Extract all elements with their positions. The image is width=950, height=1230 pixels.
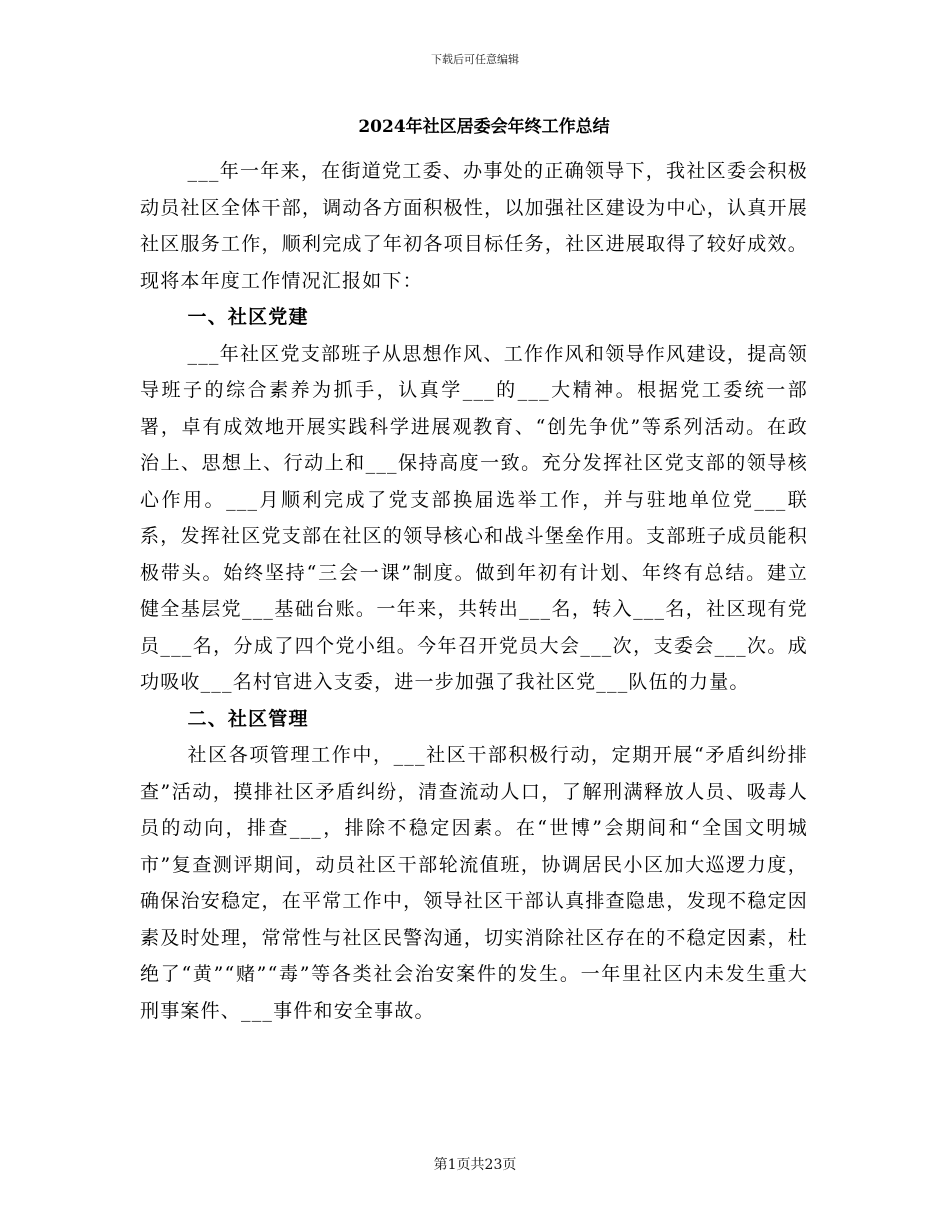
page-number: 第1页共23页: [433, 1157, 517, 1173]
document-title: 2024年社区居委会年终工作总结: [358, 117, 610, 137]
section-heading-party-building: 一、社区党建: [187, 306, 309, 328]
party-building-paragraph: ___年社区党支部班子从思想作风、工作作风和领导作风建设，提高领导班子的综合素养为抓手，认真学___的___大精神。根据党工委统一部署，卓有成效地开展实践科学进展观教育、“创先争优”等系列活动。在政治上、思想上、行动上和___保持高度一致。充分发挥社区党支部的领导核心作用。___月顺利完成了党支部换届选举工作，并与驻地单位党___联系，发挥社区党支部在社区的领导核心和战斗堡垒作用。支部班子成员能积极带头。始终坚持“三会一课”制度。做到年初有计划、年终有总结。建立健全基层党___基础台账。一年来，共转出___名，转入___名，社区现有党员___名，分成了四个党小组。今年召开党员大会___次，支委会___次。成功吸收___名村官进入支委，进一步加强了我社区党___队伍的力量。: [140, 342, 808, 693]
intro-paragraph: ___年一年来，在街道党工委、办事处的正确领导下，我社区委会积极动员社区全体干部，调动各方面积极性，以加强社区建设为中心，认真开展社区服务工作，顺利完成了年初各项目标任务，社区进展取得了较好成效。现将本年度工作情况汇报如下：: [140, 160, 808, 292]
section-heading-community-management: 二、社区管理: [187, 707, 309, 730]
community-management-paragraph: 社区各项管理工作中，___社区干部积极行动，定期开展“矛盾纠纷排查”活动，摸排社区矛盾纠纷，清查流动人口，了解刑满释放人员、吸毒人员的动向，排查___，排除不稳定因素。在“世博”会期间和“全国文明城市”复查测评期间，动员社区干部轮流值班，协调居民小区加大巡逻力度，确保治安稳定，在平常工作中，领导社区干部认真排查隐患，发现不稳定因素及时处理，常常性与社区民警沟通，切实消除社区存在的不稳定因素，杜绝了“黄”“赌”“毒”等各类社会治安案件的发生。一年里社区内未发生重大刑事案件、___事件和安全事故。: [140, 744, 808, 1022]
page-header: 下载后可任意编辑: [431, 53, 519, 66]
document-body: [140, 114, 808, 1029]
